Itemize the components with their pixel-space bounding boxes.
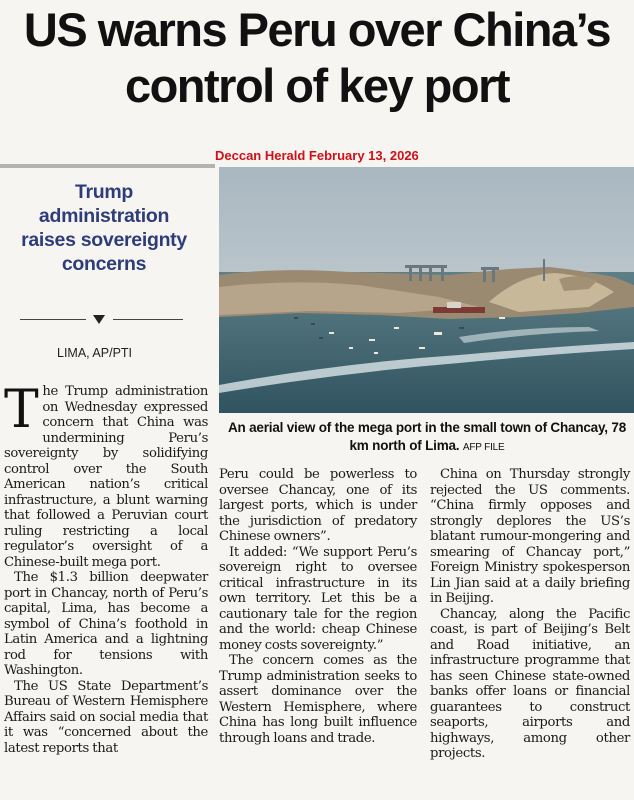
triangle-down-icon bbox=[93, 315, 105, 324]
deck-divider-right bbox=[113, 319, 183, 320]
article-paragraph-1 bbox=[4, 380, 208, 570]
port-aerial-illustration bbox=[219, 167, 634, 413]
deck-top-rule bbox=[0, 164, 215, 168]
drop-cap: T bbox=[4, 380, 39, 440]
deck bbox=[6, 180, 202, 276]
deck-line-3: raises sovereignty bbox=[21, 229, 187, 251]
headline bbox=[0, 2, 634, 114]
article-paragraph-1-text: he Trump administration on Wednesday expressed concern that China was undermining Peru’s sovereignty by solidifying control over the South American nation’s critical infrastructure, a blunt warning that followed a Peruvian court ruling restricting a local regulator’s oversight of a Chinese-built mega port. bbox=[4, 384, 208, 570]
byline: LIMA, AP/PTI bbox=[57, 346, 133, 360]
article-paragraph-6: The concern comes as the Trump administration seeks to assert dominance over the Western Hemisphere, where China has long built influence through loans and trade. bbox=[219, 653, 417, 746]
deck-line-2: administration bbox=[38, 205, 170, 227]
article-column-3 bbox=[430, 467, 630, 762]
deck-line-4: concerns bbox=[61, 253, 147, 275]
photo-caption bbox=[222, 419, 632, 457]
article-column-1 bbox=[4, 380, 208, 756]
headline-line-1: US warns Peru over China’s bbox=[23, 3, 611, 56]
dateline: Deccan Herald February 13, 2026 bbox=[215, 148, 419, 163]
article-paragraph-2: The $1.3 billion deepwater port in Chancay, north of Peru’s capital, Lima, has become a symbol of China’s foothold in Latin America and a lightning rod for tensions with Washington. bbox=[4, 570, 208, 678]
deck-line-1: Trump bbox=[74, 181, 134, 203]
headline-line-2: control of key port bbox=[124, 59, 510, 112]
article-paragraph-3: The US State Department’s Bureau of Western Hemisphere Affairs said on social media that it was “concerned about the latest reports that bbox=[4, 678, 208, 756]
article-paragraph-5: It added: “We support Peru’s sovereign right to oversee critical infrastructure in its own territory. Let this be a cautionary tale for the region and the world: cheap Chinese money costs sovereignty.” bbox=[219, 544, 417, 653]
photo-credit: AFP FILE bbox=[462, 442, 505, 453]
article-paragraph-7: China on Thursday strongly rejected the US comments. “China firmly opposes and strongly deplores the US’s blatant rumour-mongering and smearing of Chancay port,” Foreign Ministry spokesperson Lin Jian said at a daily briefing in Beijing. bbox=[430, 467, 630, 606]
article-paragraph-4: Peru could be powerless to oversee Chancay, one of its largest ports, which is under the jurisdiction of predatory Chinese owners”. bbox=[219, 467, 417, 544]
article-column-2 bbox=[219, 467, 417, 746]
port-aerial-photo bbox=[219, 167, 634, 413]
article-paragraph-8: Chancay, along the Pacific coast, is part of Beijing’s Belt and Road initiative, an infrastructure programme that has seen Chinese state-owned banks offer loans or financial guarantees to construct seaports, airports and highways, among other projects. bbox=[430, 606, 630, 761]
photo-caption-text: An aerial view of the mega port in the small town of Chancay, 78 km north of Lima. bbox=[227, 420, 627, 453]
deck-divider-left bbox=[20, 319, 86, 320]
